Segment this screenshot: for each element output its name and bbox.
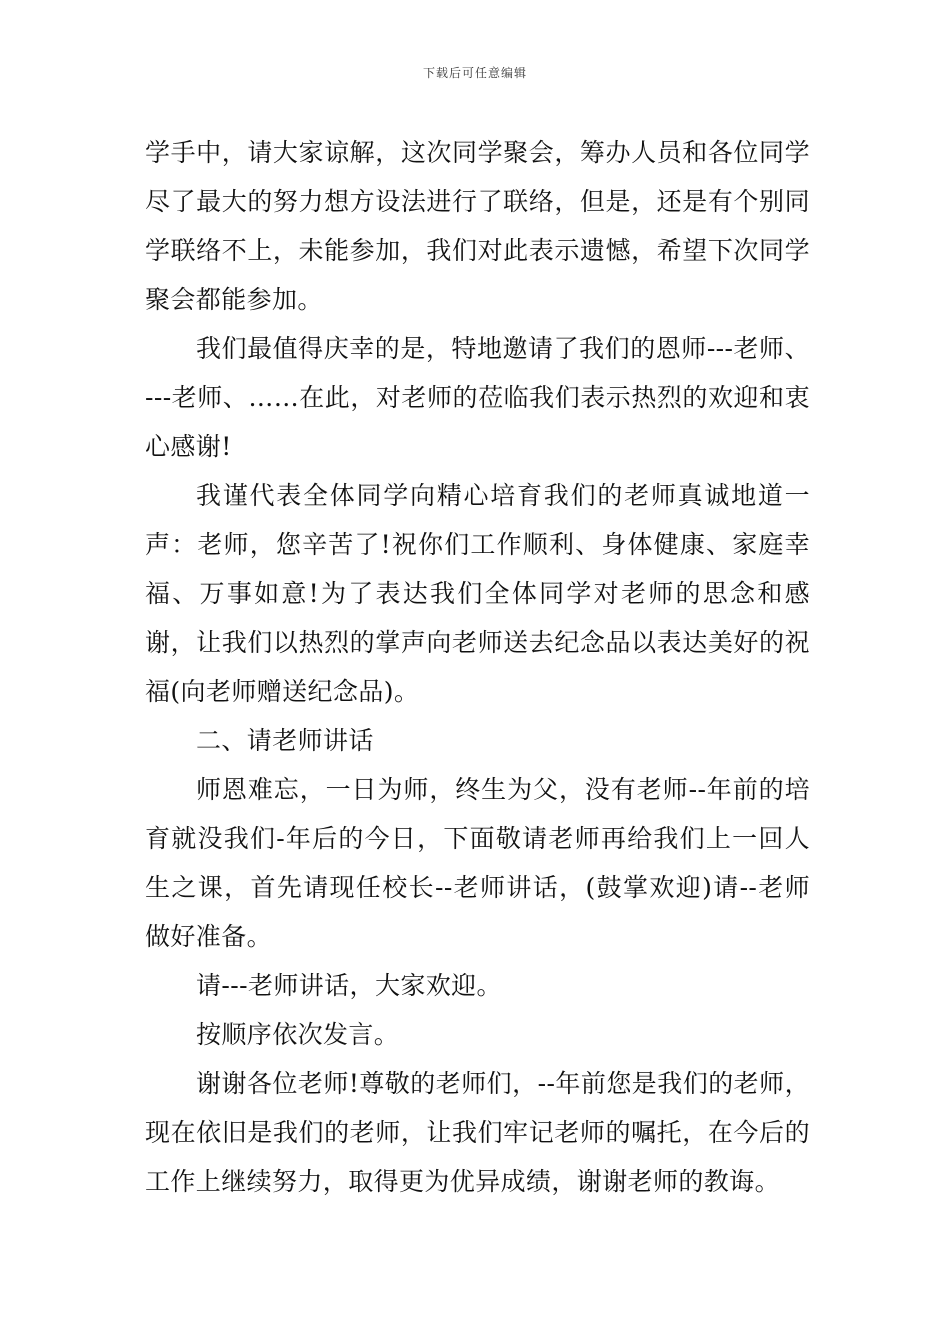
paragraph-5: 师恩难忘，一日为师，终生为父，没有老师--年前的培育就没我们-年后的今日，下面敬请老师再给我们上一回人生之课，首先请现任校长--老师讲话，(鼓掌欢迎)请--老师做好准备。 bbox=[145, 775, 810, 951]
paragraph-3: 我谨代表全体同学向精心培育我们的老师真诚地道一声：老师，您辛苦了!祝你们工作顺利、身体健康、家庭幸福、万事如意!为了表达我们全体同学对老师的思念和感谢，让我们以热烈的掌声向老师送去纪念品以表达美好的祝福(向老师赠送纪念品)。 bbox=[145, 481, 810, 706]
paragraph-6: 请---老师讲话，大家欢迎。 bbox=[196, 971, 502, 1000]
document-body bbox=[145, 128, 810, 1206]
paragraph-1: 学手中，请大家谅解，这次同学聚会，筹办人员和各位同学尽了最大的努力想方设法进行了联络，但是，还是有个别同学联络不上，未能参加，我们对此表示遗憾，希望下次同学聚会都能参加。 bbox=[145, 138, 810, 314]
paragraph-8: 谢谢各位老师!尊敬的老师们，--年前您是我们的老师，现在依旧是我们的老师，让我们牢记老师的嘱托，在今后的工作上继续努力，取得更为优异成绩，谢谢老师的教诲。 bbox=[145, 1069, 810, 1196]
section-heading: 二、请老师讲话 bbox=[196, 726, 374, 755]
paragraph-7: 按顺序依次发言。 bbox=[196, 1020, 400, 1049]
paragraph-2: 我们最值得庆幸的是，特地邀请了我们的恩师---老师、---老师、……在此，对老师的莅临我们表示热烈的欢迎和衷心感谢! bbox=[145, 334, 810, 461]
page-header: 下载后可任意编辑 bbox=[422, 66, 527, 80]
